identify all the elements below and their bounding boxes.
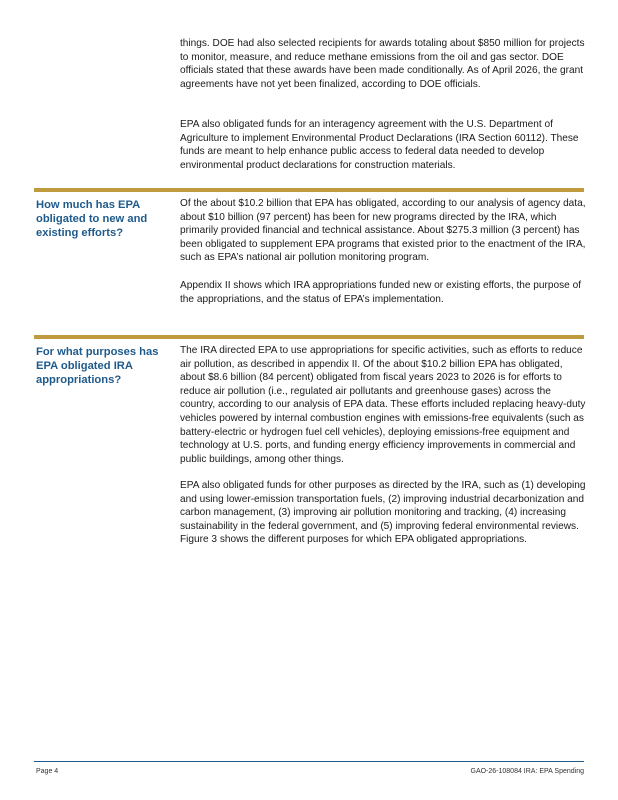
page-number: Page 4 — [36, 768, 59, 775]
section-divider — [34, 335, 584, 339]
body-paragraph: EPA also obligated funds for an interagency agreement with the U.S. Department of Agriculture to implement Environmental Product Declarations (IRA Section 60112). These funds are meant to help enhance public access to federal data needed to develop environmental product declarations for construction materials. — [180, 119, 579, 171]
body-paragraph: Of the about $10.2 billion that EPA has obligated, according to our analysis of agency data, about $10 billion (97 percent) has been for new programs directed by the IRA, which primarily provided financial and technical assistance. About $275.3 million (3 percent) has been obligated to supplement EPA programs that existed prior to the enactment of the IRA, such as EPA’s national air pollution monitoring program. — [180, 198, 586, 264]
report-identifier: GAO-26-108084 IRA: EPA Spending — [470, 768, 584, 775]
section-heading: How much has EPA obligated to new and existing efforts? — [36, 199, 148, 239]
body-paragraph: The IRA directed EPA to use appropriations for specific activities, such as efforts to reduce air pollution, as described in appendix II. Of the about $10.2 billion EPA has obligated, about $8.6 billion (84 percent) obligated from fiscal years 2023 to 2026 is for efforts to reduce air pollution (i.e., regulated air pollutants and greenhouse gases) across the country, according to our analysis of EPA data. These efforts included replacing heavy-duty vehicles powered by internal combustion engines with emissions-free equivalents (such as battery-electric or hydrogen fuel cell vehicles), deploying emissions-free equipment and technology at U.S. ports, and funding energy efficiency improvements in commercial and public buildings, among other things. — [180, 345, 586, 465]
section-heading: For what purposes has EPA obligated IRA appropriations? — [36, 346, 159, 386]
body-paragraph: Appendix II shows which IRA appropriations funded new or existing efforts, the purpose of the appropriations, and the status of EPA’s implementation. — [180, 280, 581, 305]
footer-divider — [34, 761, 584, 762]
body-paragraph: EPA also obligated funds for other purposes as directed by the IRA, such as (1) developing and using lower-emission transportation fuels, (2) improving industrial decarbonization and carbon management, (3) improving air pollution monitoring and tracking, (4) increasing sustainability in the federal government, and (5) improving federal environmental reviews. Figure 3 shows the different purposes for which EPA obligated appropriations. — [180, 480, 586, 546]
section-divider — [34, 188, 584, 192]
body-paragraph: things. DOE had also selected recipients for awards totaling about $850 million for projects to monitor, measure, and reduce methane emissions from the oil and gas sector. DOE officials stated that these awards have been made conditionally. As of April 2026, the grant agreements have not yet been finalized, according to DOE officials. — [180, 38, 585, 90]
